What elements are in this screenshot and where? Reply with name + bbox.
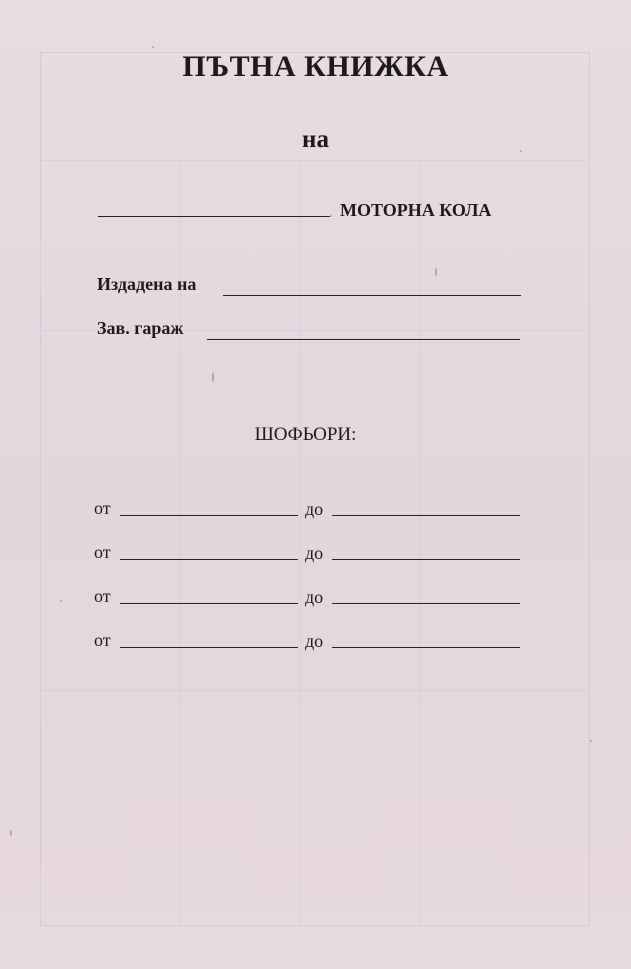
drivers-heading: ШОФЬОРИ: — [254, 424, 357, 445]
from-label: от — [94, 586, 111, 606]
show-through-frame — [40, 52, 590, 926]
to-label: до — [305, 587, 324, 607]
paper-speck — [330, 215, 332, 217]
document-subtitle: на — [302, 126, 329, 153]
paper-speck — [212, 372, 214, 382]
from-label: от — [94, 630, 111, 650]
to-line[interactable] — [332, 647, 520, 648]
to-label: до — [305, 631, 324, 651]
from-line[interactable] — [120, 647, 298, 648]
paper-speck — [60, 600, 62, 602]
show-through-text — [250, 90, 350, 108]
issued-to-line[interactable] — [223, 295, 521, 296]
from-line[interactable] — [120, 559, 298, 560]
to-line[interactable] — [332, 515, 520, 516]
from-line[interactable] — [120, 603, 298, 604]
to-label: до — [305, 499, 324, 519]
document-title: ПЪТНА КНИЖКА — [182, 50, 449, 83]
show-through-rule — [40, 690, 588, 691]
vehicle-number-line[interactable] — [98, 216, 330, 217]
paper-speck — [590, 740, 592, 742]
paper-speck — [435, 268, 437, 276]
garage-line[interactable] — [207, 339, 520, 340]
paper-speck — [152, 46, 154, 48]
vehicle-label: МОТОРНА КОЛА — [340, 200, 492, 220]
issued-label: Издадена на — [97, 274, 197, 294]
to-line[interactable] — [332, 603, 520, 604]
from-line[interactable] — [120, 515, 298, 516]
show-through-column — [420, 160, 421, 924]
show-through-rule — [40, 160, 588, 161]
paper-speck — [10, 830, 12, 836]
show-through-column — [300, 160, 301, 924]
to-label: до — [305, 543, 324, 563]
to-line[interactable] — [332, 559, 520, 560]
from-label: от — [94, 542, 111, 562]
garage-label: Зав. гараж — [97, 318, 184, 338]
from-label: от — [94, 498, 111, 518]
